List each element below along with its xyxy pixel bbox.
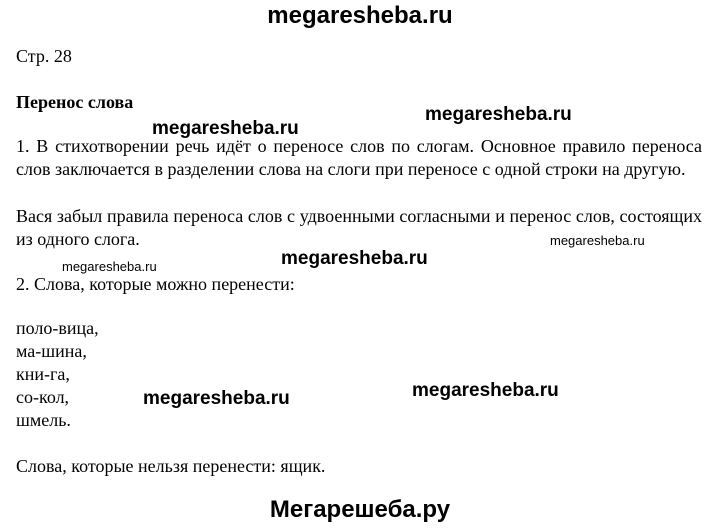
answer-paragraph-1: 1. В стихотворении речь идёт о переносе слов по слогам. Основное правило переноса слов заключается в разделении слова на слоги при переносе с одной строки на другую. [16, 136, 702, 179]
list-item: поло-вица, [16, 318, 99, 338]
watermark: megaresheba.ru [281, 248, 428, 269]
list-item: кни-га, [16, 364, 70, 384]
final-sentence: Слова, которые нельзя перенести: ящик. [16, 456, 326, 476]
section-heading: Перенос слова [16, 92, 134, 112]
watermark-top: megaresheba.ru [267, 2, 453, 29]
watermark-bottom: Мегарешеба.ру [269, 496, 451, 523]
list-item: ма-шина, [16, 341, 87, 361]
list-item: шмель. [16, 410, 71, 430]
word-list [16, 317, 99, 432]
watermark: megaresheba.ru [152, 118, 299, 139]
watermark: megaresheba.ru [62, 259, 157, 274]
watermark: megaresheba.ru [425, 104, 572, 125]
answer-paragraph-2: Вася забыл правила переноса слов с удвоенными согласными и перенос слов, состоящих из одного слога. [16, 206, 702, 249]
page-reference: Стр. 28 [16, 46, 72, 66]
answer-paragraph-3: 2. Слова, которые можно перенести: [16, 274, 295, 294]
watermark: megaresheba.ru [550, 233, 645, 248]
watermark: megaresheba.ru [412, 380, 559, 401]
list-item: со-кол, [16, 387, 70, 407]
watermark: megaresheba.ru [143, 388, 290, 409]
